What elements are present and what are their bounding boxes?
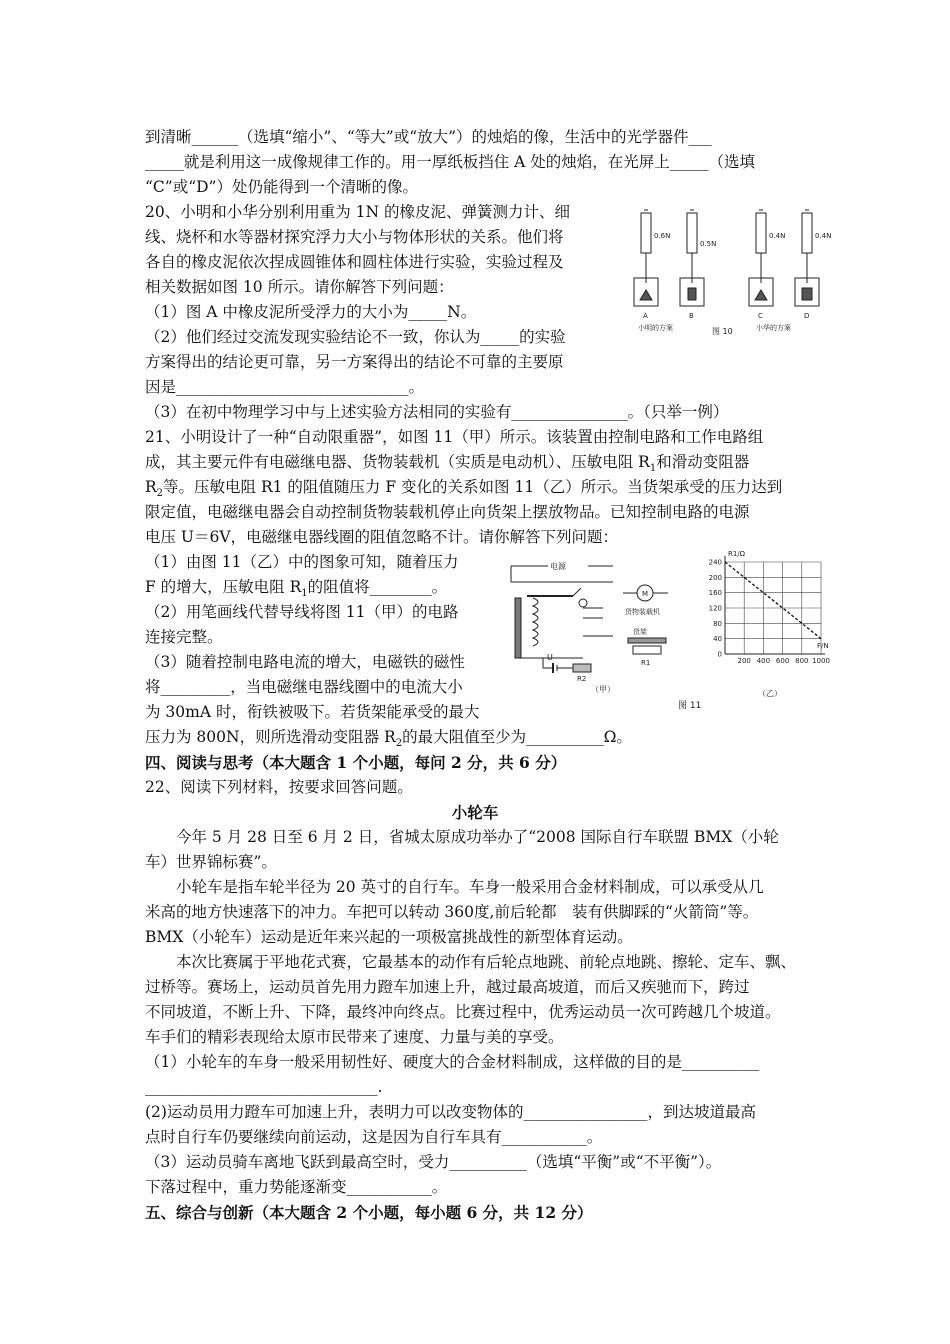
text-line: _____就是利用这一成像规律工作的。用一厚纸板挡住 A 处的烛焰，在光屏上_____（选填 — [145, 153, 756, 171]
text-line: 连接完整。 — [145, 628, 223, 646]
y-tick-label: 40 — [713, 635, 722, 644]
x-tick-label: 400 — [756, 657, 771, 665]
question-21: 21、小明设计了一种“自动限重器”，如图 11（甲）所示。该装置由控制电路和工作电路组 — [145, 428, 764, 446]
r2-label: R2 — [577, 675, 587, 683]
paragraph-line: 今年 5 月 28 日至 6 月 2 日，省城太原成功举办了“2008 国际自行车联盟 BMX（小轮 — [176, 828, 779, 846]
spring-scale-a — [634, 210, 658, 306]
yi-label: （乙） — [758, 689, 782, 698]
x-axis-label: F/N — [817, 642, 829, 650]
spring-scale-d — [795, 210, 819, 306]
data-line — [725, 562, 821, 639]
text-line: 相关数据如图 10 所示。请你解答下列问题： — [145, 278, 454, 296]
letter-a: A — [643, 312, 648, 320]
text-line: （3）随着控制电路电流的增大，电磁铁的磁性 — [145, 653, 465, 671]
label-xiaohua: 小华的方案 — [756, 324, 791, 332]
y-tick-label: 0 — [717, 650, 722, 659]
x-tick-label: 1000 — [812, 657, 830, 665]
y-axis-label: R1/Ω — [728, 550, 746, 558]
motor-label: 货物装载机 — [625, 608, 660, 616]
x-tick-label: 200 — [737, 657, 751, 665]
spring-scale-b — [680, 210, 704, 306]
text-line: 各自的橡皮泥依次捏成圆锥体和圆柱体进行实验，实验过程及 — [145, 253, 564, 271]
paragraph-line: 米高的地方快速落下的冲力。车把可以转动 360度,前后轮都 装有供脚踩的“火箭筒”等。 — [145, 903, 759, 921]
paragraph-line: 车）世界锦标赛”。 — [145, 853, 277, 871]
paragraph-line: 过桥等。赛场上，运动员首先用力蹬车加速上升，越过最高坡道，而后又疾驰而下，跨过 — [145, 978, 750, 996]
question-22: 22、阅读下列材料，按要求回答问题。 — [145, 778, 413, 796]
r1-label: R1 — [641, 659, 651, 667]
y-tick-label: 80 — [713, 619, 722, 628]
y-tick-label: 120 — [708, 604, 722, 613]
text-line: 因是______________________________。 — [145, 378, 425, 396]
section-heading: 四、阅读与思考（本大题含 1 个小题，每问 2 分，共 6 分） — [145, 753, 567, 772]
article-title: 小轮车 — [451, 803, 499, 822]
text-line: “C”或“D”）处仍能得到一个清晰的像。 — [145, 178, 418, 196]
x-tick-label: 600 — [775, 657, 790, 665]
text-line: （1）由图 11（乙）中的图象可知，随着压力 — [145, 553, 459, 571]
reading-c: 0.4N — [769, 232, 786, 240]
text-line: 限定值，电磁继电器会自动控制货物装载机停止向货架上摆放物品。已知控制电路的电源 — [145, 503, 750, 521]
paragraph-line: BMX（小轮车）运动是近年来兴起的一项极富挑战性的新型体育运动。 — [145, 928, 633, 946]
spring-scale-c — [749, 210, 773, 306]
y-tick-label: 200 — [708, 573, 722, 582]
text-line: 压力为 800N，则所选滑动变阻器 $R_2$的最大阻值至少为__________Ω。 — [145, 728, 632, 750]
text-line: 将_________，当电磁继电器线圈中的电流大小 — [145, 678, 463, 696]
reading-d: 0.4N — [815, 232, 832, 240]
paragraph-line: 不同坡道，不断上升、下降，最终冲向终点。比赛过程中，优秀运动员一次可跨越几个坡道。 — [145, 1003, 781, 1021]
fig11-caption: 图 11 — [678, 701, 702, 710]
circuit-diagram — [511, 566, 613, 673]
text-line: （2）他们经过交流发现实验结论不一致，你认为_____的实验 — [145, 328, 566, 346]
text-line: （2）用笔画线代替导线将图 11（甲）的电路 — [145, 603, 459, 621]
text-line: $R_2$等。压敏电阻 R1 的阻值随压力 F 变化的关系如图 11（乙）所示。当货架承受的压力达到 — [145, 478, 783, 500]
letter-c: C — [758, 312, 763, 320]
shelf-resistor — [628, 638, 666, 654]
y-tick-label: 240 — [708, 558, 722, 567]
text-line: 电压 U＝6V，电磁继电器线圈的阻值忽略不计。请你解答下列问题： — [145, 528, 619, 546]
fig10-caption: 图 10 — [712, 327, 733, 336]
text-line: F 的增大，压敏电阻 $R_1$的阻值将________。 — [145, 578, 448, 600]
figure-11 — [503, 548, 835, 710]
question-line: （1）小轮车的车身一般采用韧性好、硬度大的合金材料制成，这样做的目的是__________ — [145, 1053, 760, 1071]
question-20: 20、小明和小华分别利用重为 1N 的橡皮泥、弹簧测力计、细 — [145, 203, 571, 221]
letter-d: D — [804, 312, 810, 320]
text-line: （1）图 A 中橡皮泥所受浮力的大小为_____N。 — [145, 303, 477, 321]
y-tick-label: 160 — [708, 589, 722, 598]
question-line: （3）运动员骑车离地飞跃到最高空时，受力__________（选填“平衡”或“不平衡”）。 — [145, 1153, 722, 1171]
question-line: (2)运动员用力蹬车可加速上升，表明力可以改变物体的________________，到达坡道最高 — [145, 1103, 756, 1121]
text-line: 线、烧杯和水等器材探究浮力大小与物体形状的关系。他们将 — [145, 228, 564, 246]
u-label: U — [547, 653, 553, 662]
paragraph-line: 车手们的精彩表现给太原市民带来了速度、力量与美的享受。 — [145, 1028, 564, 1046]
shelf-label: 货架 — [633, 628, 647, 636]
answer-blank: ______________________________. — [145, 1078, 383, 1096]
letter-b: B — [689, 312, 694, 320]
label-xiaoming: 小明的方案 — [638, 324, 673, 332]
jia-label: （甲） — [591, 685, 615, 694]
question-line: 点时自行车仍要继续向前运动，这是因为自行车具有___________。 — [145, 1128, 603, 1146]
paragraph-line: 本次比赛属于平地花式赛，它最基本的动作有后轮点地跳、前轮点地跳、擦轮、定车、飘、 — [176, 953, 797, 971]
paragraph-line: 小轮车是指车轮半径为 20 英寸的自行车。车身一般采用合金材料制成，可以承受从几 — [176, 878, 764, 896]
reading-a: 0.6N — [654, 232, 671, 240]
reading-b: 0.5N — [700, 240, 717, 248]
text-line: （3）在初中物理学习中与上述实验方法相同的实验有_______________。（只举一例） — [145, 403, 729, 421]
section-heading: 五、综合与创新（本大题含 2 个小题，每小题 6 分，共 12 分） — [145, 1203, 593, 1222]
question-line: 下落过程中，重力势能逐渐变___________。 — [145, 1178, 448, 1196]
x-tick-label: 800 — [795, 657, 809, 665]
motor-symbol-label: M — [642, 590, 649, 598]
figure-10 — [628, 208, 838, 343]
text-line: 方案得出的结论更可靠，另一方案得出的结论不可靠的主要原 — [145, 353, 564, 371]
text-line: 成，其主要元件有电磁继电器、货物装载机（实质是电动机）、压敏电阻 $R_1$和滑动变阻器 — [145, 453, 750, 475]
resistance-force-graph — [709, 550, 830, 665]
power-label: 电源 — [550, 562, 566, 571]
text-line: 到清晰______（选填“缩小”、“等大”或“放大”）的烛焰的像，生活中的光学器件___ — [145, 128, 712, 146]
text-line: 为 30mA 时，衔铁被吸下。若货架能承受的最大 — [145, 703, 480, 721]
